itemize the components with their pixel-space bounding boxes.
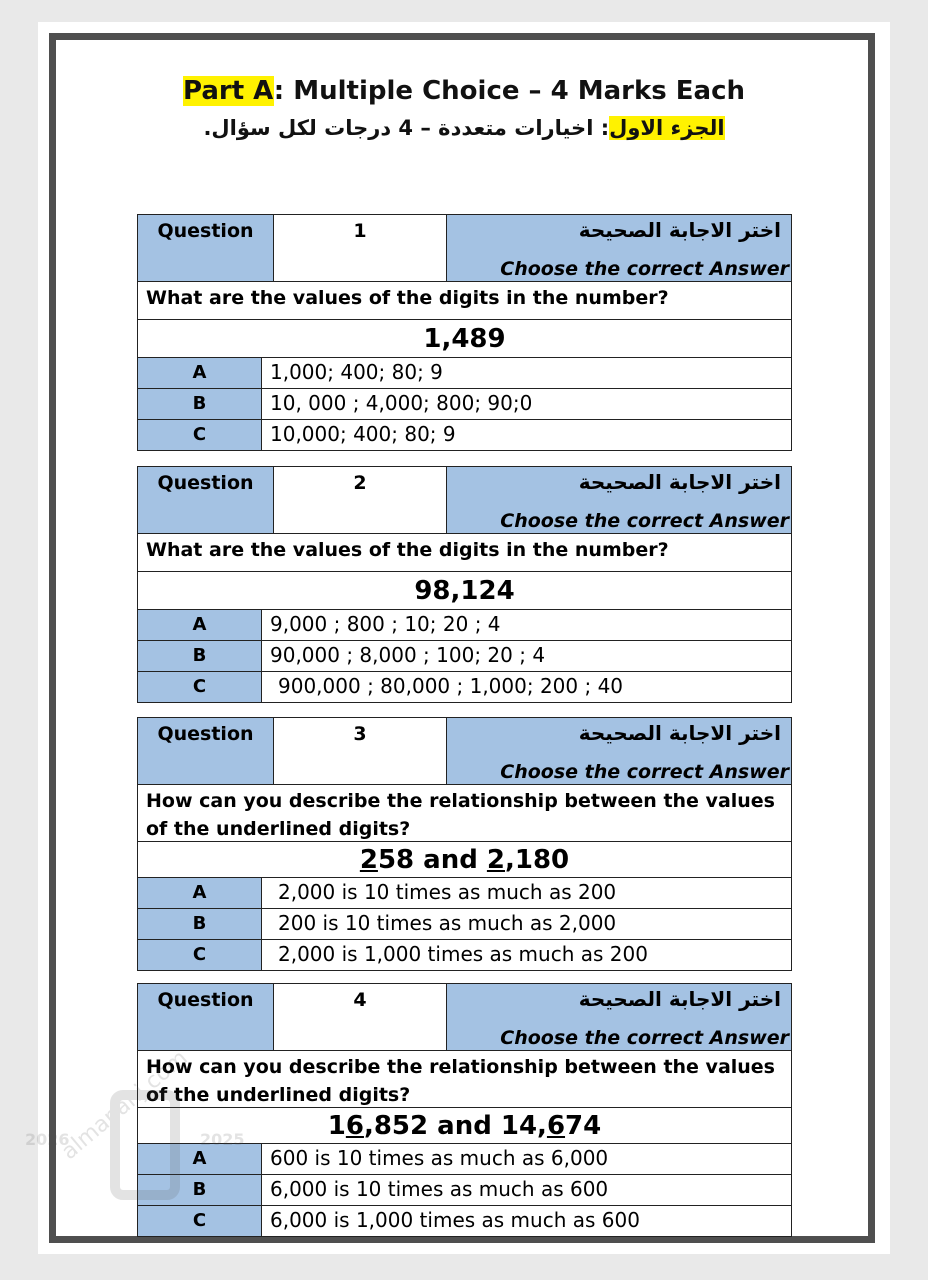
option-letter: C [138,940,262,970]
option-letter: B [138,389,262,419]
question-number: 4 [274,984,447,1050]
value-part: ,852 and 14, [363,1111,547,1141]
question-label: Question [138,215,274,281]
option-row-a[interactable] [137,878,792,909]
part-title-rest: : Multiple Choice – 4 Marks Each [273,76,746,106]
question-header [137,466,792,534]
question-label: Question [138,984,274,1050]
underlined-digit: 2 [359,845,378,875]
question-header [137,983,792,1051]
part-prefix: Part A [182,76,274,106]
option-letter: C [138,672,262,702]
question-number: 3 [274,718,447,784]
question-label: Question [138,467,274,533]
question-text: How can you describe the relationship between the values of the underlined digits? [137,1051,792,1108]
option-text: 6,000 is 1,000 times as much as 600 [262,1206,791,1236]
option-text: 10,000; 400; 80; 9 [262,420,791,450]
option-letter: C [138,1206,262,1236]
question-value: 1,489 [137,320,792,358]
underlined-digit: 2 [486,845,505,875]
option-row-a[interactable] [137,358,792,389]
question-header [137,717,792,785]
question-block-2 [137,466,792,703]
part-title-arabic [0,116,928,140]
option-row-c[interactable] [137,940,792,971]
instruction-cell [447,467,791,533]
arabic-prefix: الجزء الاول [609,116,725,140]
option-text: 2,000 is 1,000 times as much as 200 [262,940,791,970]
question-value [137,1108,792,1144]
option-row-b[interactable] [137,909,792,940]
option-text: 10, 000 ; 4,000; 800; 90;0 [262,389,791,419]
option-text: 1,000; 400; 80; 9 [262,358,791,388]
option-text: 2,000 is 10 times as much as 200 [262,878,791,908]
option-row-b[interactable] [137,641,792,672]
option-row-a[interactable] [137,1144,792,1175]
option-text: 900,000 ; 80,000 ; 1,000; 200 ; 40 [262,672,791,702]
underlined-digit: 6 [546,1111,566,1141]
instruction-cell [447,215,791,281]
question-block-3 [137,717,792,971]
instruction-english: Choose the correct Answer [500,761,789,783]
instruction-english: Choose the correct Answer [500,510,789,532]
option-text: 200 is 10 times as much as 2,000 [262,909,791,939]
option-text: 6,000 is 10 times as much as 600 [262,1175,791,1205]
option-row-c[interactable] [137,1206,792,1237]
instruction-cell [447,718,791,784]
question-text: How can you describe the relationship between the values of the underlined digits? [137,785,792,842]
option-row-c[interactable] [137,420,792,451]
instruction-english: Choose the correct Answer [500,258,789,280]
question-header [137,214,792,282]
question-value [137,842,792,878]
question-text: What are the values of the digits in the number? [137,282,792,320]
instruction-arabic: اختر الاجابة الصحيحة [578,987,781,1011]
value-part: 1 [327,1111,346,1141]
option-letter: C [138,420,262,450]
question-text: What are the values of the digits in the number? [137,534,792,572]
underlined-digit: 6 [345,1111,364,1141]
instruction-arabic: اختر الاجابة الصحيحة [578,721,781,745]
option-row-b[interactable] [137,389,792,420]
value-part: 58 and [377,845,487,875]
arabic-title-rest: : اخيارات متعددة – 4 درجات لكل سؤال. [203,116,610,140]
option-letter: A [138,358,262,388]
option-text: 9,000 ; 800 ; 10; 20 ; 4 [262,610,791,640]
instruction-arabic: اختر الاجابة الصحيحة [578,218,781,242]
value-part: 74 [565,1111,602,1141]
instruction-english: Choose the correct Answer [500,1027,789,1049]
option-text: 90,000 ; 8,000 ; 100; 20 ; 4 [262,641,791,671]
part-title [0,76,928,106]
question-block-1 [137,214,792,451]
instruction-cell [447,984,791,1050]
option-text: 600 is 10 times as much as 6,000 [262,1144,791,1174]
question-number: 1 [274,215,447,281]
question-block-4 [137,983,792,1237]
option-letter: A [138,878,262,908]
option-letter: B [138,1175,262,1205]
question-label: Question [138,718,274,784]
option-row-c[interactable] [137,672,792,703]
value-part: ,180 [504,845,570,875]
option-row-b[interactable] [137,1175,792,1206]
question-number: 2 [274,467,447,533]
option-letter: A [138,610,262,640]
option-letter: B [138,641,262,671]
option-letter: A [138,1144,262,1174]
instruction-arabic: اختر الاجابة الصحيحة [578,470,781,494]
option-row-a[interactable] [137,610,792,641]
option-letter: B [138,909,262,939]
question-value: 98,124 [137,572,792,610]
